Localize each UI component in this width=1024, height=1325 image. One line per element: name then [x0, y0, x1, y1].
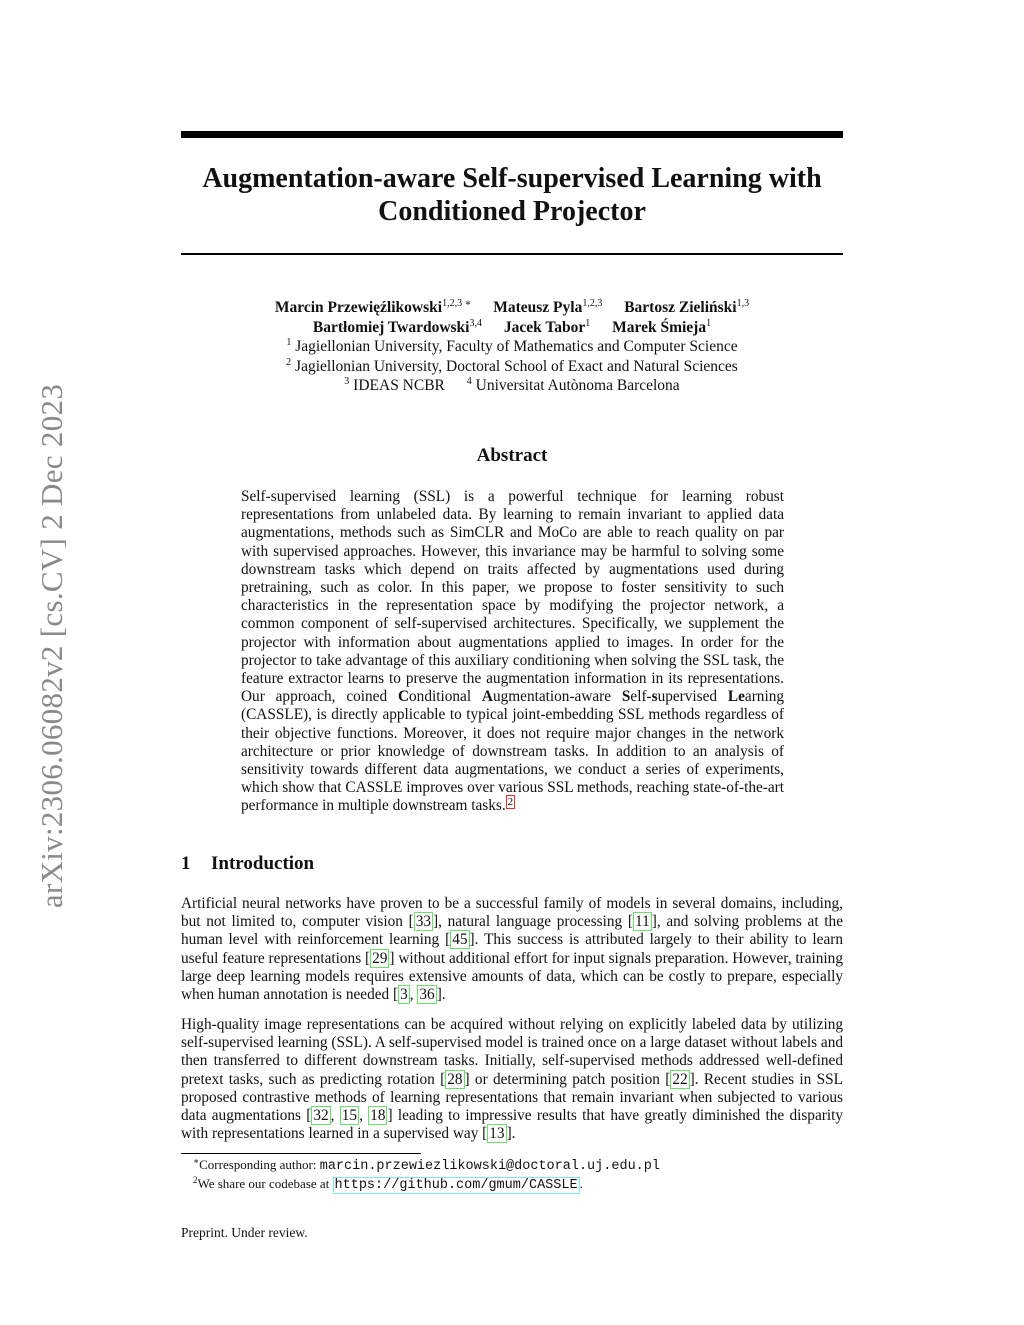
- citation-link[interactable]: 45: [452, 931, 468, 949]
- paragraph: Artificial neural networks have proven to be a successful family of models in several domains, including, but not limited to, computer vision [ 33 ], natural language processing [ 11 ], and solving problems at the human level with reinforcement learning [ 45 ]. This success is attributed largely to their ability to learn useful feature representations [ 29 ] without additional effort for input signals preparation. However, training large deep learning models requires extensive amounts of data, which can be costly to prepare, especially when human annotation is needed [ 3 , 36 ].: [181, 895, 843, 1004]
- paper-page: arXiv:2306.06082v2 [cs.CV] 2 Dec 2023 Augmentation-aware Self-supervised Learning with Conditioned Projector Marcin Przewięźlikowski$^{1,2,3 ∗}$ Mateusz Pyla$^{1,2,3}$ Bartosz Zieliński$^{1,3}$ Bartłomiej Twardowski$^{3,4}$ Jacek Tabor$^1$ Marek Śmieja$^1$ $^1$ Jagiellonian University, Faculty of Mathematics and Computer Science $^2$ Jagiellonian University, Doctoral School of Exact and Natural Sciences $^3$ IDEAS NCBR $^4$ Universitat Autònoma Barcelona Abstract Self-supervised learning (SSL) is a powerful technique for learning robust representations from unlabeled data. By learning to remain invariant to applied data augmentations, methods such as SimCLR and MoCo are able to reach quality on par with supervised approaches. However, this invariance may be harmful to solving some downstream tasks which depend on traits affected by augmentations used during pretraining, such as color. In this paper, we propose to foster sensitivity to such characteristics in the representation space by modifying the projector network, a common component of self-supervised architectures. Specifically, we supplement the projector with information about augmentations applied to images. In order for the projector to take advantage of this auxiliary conditioning when solving the SSL task, the feature extractor learns to preserve the augmentation information in its representations. Our approach, coined Conditional Augmentation-aware Self-supervised Learning (CASSLE), is directly applicable to typical joint-embedding SSL methods regardless of their objective functions. Moreover, it does not require major changes in the network architecture or prior knowledge of downstream tasks. In addition to an analysis of sensitivity towards different data augmentations, we conduct a series of experiments, which show that CASSLE improves over various SSL methods, reaching state-of-the-art performance in multiple downstream tasks. $^2$ 1 Introduction Artificial neural networks have proven to be a successful family of models in several domains, including, but not limited to, computer vision [ 33 ], natural language processing [ 11 ], and solving problems at the human level with reinforcement learning [ 45 ]. This success is attributed largely to their ability to learn useful feature representations [ 29 ] without additional effort for input signals preparation. However, training large deep learning models requires extensive amounts of data, which can be costly to prepare, especially when human annotation is needed [ 3 , 36 ]. High-quality image representations can be acquired without relying on explicitly labeled data by utilizing self-supervised learning (SSL). A self-supervised model is trained once on a large dataset without labels and then transferred to different downstream tasks. Initially, self-supervised methods addressed well-defined pretext tasks, such as predicting rotation [ 28 ] or determining patch position [ 22 ]. Recent studies in SSL proposed contrastive methods of learning representations that remain invariant when subjected to various data augmentations [ 32 , 15 , 18 ] leading to impressive results that have greatly diminished the disparity with representations learned in a supervised way [ 13 ]. ∗Corresponding author: marcin.przewiezlikowski@doctoral.uj.edu.pl $^2$We share our codebase at https://github.com/gmum/CASSLE . Preprint. Under review.: [0, 0, 1024, 1325]
- citation-link[interactable]: 29: [372, 949, 388, 967]
- citation-link[interactable]: 36: [419, 986, 435, 1004]
- paragraph: High-quality image representations can be acquired without relying on explicitly labeled data by utilizing self-supervised learning (SSL). A self-supervised model is trained once on a large dataset without labels and then transferred to different downstream tasks. Initially, self-supervised methods addressed well-defined pretext tasks, such as predicting rotation [ 28 ] or determining patch position [ 22 ]. Recent studies in SSL proposed contrastive methods of learning representations that remain invariant when subjected to various data augmentations [ 32 , 15 , 18 ] leading to impressive results that have greatly diminished the disparity with representations learned in a supervised way [ 13 ].: [181, 1016, 843, 1143]
- title-bottom-rule: [181, 253, 843, 255]
- author-name: Marcin Przewięźlikowski: [274, 299, 443, 316]
- citation-link[interactable]: 33: [415, 913, 431, 931]
- title-top-rule: [181, 131, 843, 138]
- section-heading: 1 Introduction: [181, 853, 315, 874]
- author-name: Jacek Tabor: [503, 318, 586, 336]
- citation-link[interactable]: 13: [489, 1125, 505, 1143]
- citation-link[interactable]: 15: [341, 1107, 358, 1125]
- footnote-link[interactable]: 2: [507, 796, 514, 809]
- author-row: Bartłomiej Twardowski$^{3,4}$ Jacek Tabor$^1$ Marek Śmieja$^1$: [312, 317, 712, 336]
- affiliation: $^1$ Jagiellonian University, Faculty of Mathematics and Computer Science: [286, 337, 738, 355]
- author-name: Bartłomiej Twardowski: [312, 318, 470, 336]
- author-name: Bartosz Zieliński: [624, 299, 737, 316]
- abstract-heading: Abstract: [476, 445, 548, 466]
- author-row: Marcin Przewięźlikowski$^{1,2,3 ∗}$ Mateusz Pyla$^{1,2,3}$ Bartosz Zieliński$^{1,3}$: [274, 298, 750, 316]
- citation-link[interactable]: 11: [634, 913, 650, 931]
- email-link[interactable]: marcin.przewiezlikowski@doctoral.uj.edu.pl: [319, 1159, 660, 1174]
- citation-link[interactable]: 3: [400, 986, 408, 1004]
- citation-link[interactable]: 18: [370, 1107, 386, 1125]
- codebase-url-link[interactable]: https://github.com/gmum/CASSLE: [334, 1178, 578, 1193]
- citation-link[interactable]: 28: [447, 1070, 463, 1088]
- paper-title: Augmentation-aware Self-supervised Learning with Conditioned Projector: [202, 163, 822, 227]
- affiliation: $^3$ IDEAS NCBR $^4$ Universitat Autònoma Barcelona: [344, 376, 680, 394]
- author-name: Mateusz Pyla: [493, 299, 583, 316]
- citation-link[interactable]: 32: [313, 1107, 329, 1125]
- citation-link[interactable]: 22: [672, 1070, 688, 1088]
- affiliation: $^2$ Jagiellonian University, Doctoral School of Exact and Natural Sciences: [286, 356, 738, 375]
- footnote: ∗Corresponding author: marcin.przewiezlikowski@doctoral.uj.edu.pl: [193, 1156, 660, 1174]
- footnote: $^2$We share our codebase at https://github.com/gmum/CASSLE .: [193, 1175, 583, 1193]
- author-block: [181, 298, 843, 396]
- abstract-text: Self-supervised learning (SSL) is a powerful technique for learning robust representations from unlabeled data. By learning to remain invariant to applied data augmentations, methods such as SimCLR and MoCo are able to reach quality on par with supervised approaches. However, this invariance may be harmful to solving some downstream tasks which depend on traits affected by augmentations used during pretraining, such as color. In this paper, we propose to foster sensitivity to such characteristics in the representation space by modifying the projector network, a common component of self-supervised architectures. Specifically, we supplement the projector with information about augmentations applied to images. In order for the projector to take advantage of this auxiliary conditioning when solving the SSL task, the feature extractor learns to preserve the augmentation information in its representations. Our approach, coined Conditional Augmentation-aware Self-supervised Learning (CASSLE), is directly applicable to typical joint-embedding SSL methods regardless of their objective functions. Moreover, it does not require major changes in the network architecture or prior knowledge of downstream tasks. In addition to an analysis of sensitivity towards different data augmentations, we conduct a series of experiments, which show that CASSLE improves over various SSL methods, reaching state-of-the-art performance in multiple downstream tasks. $^2$: [241, 488, 784, 815]
- preprint-note: Preprint. Under review.: [181, 1225, 308, 1240]
- footnote-rule: [181, 1153, 421, 1154]
- author-name: Marek Śmieja: [612, 318, 707, 336]
